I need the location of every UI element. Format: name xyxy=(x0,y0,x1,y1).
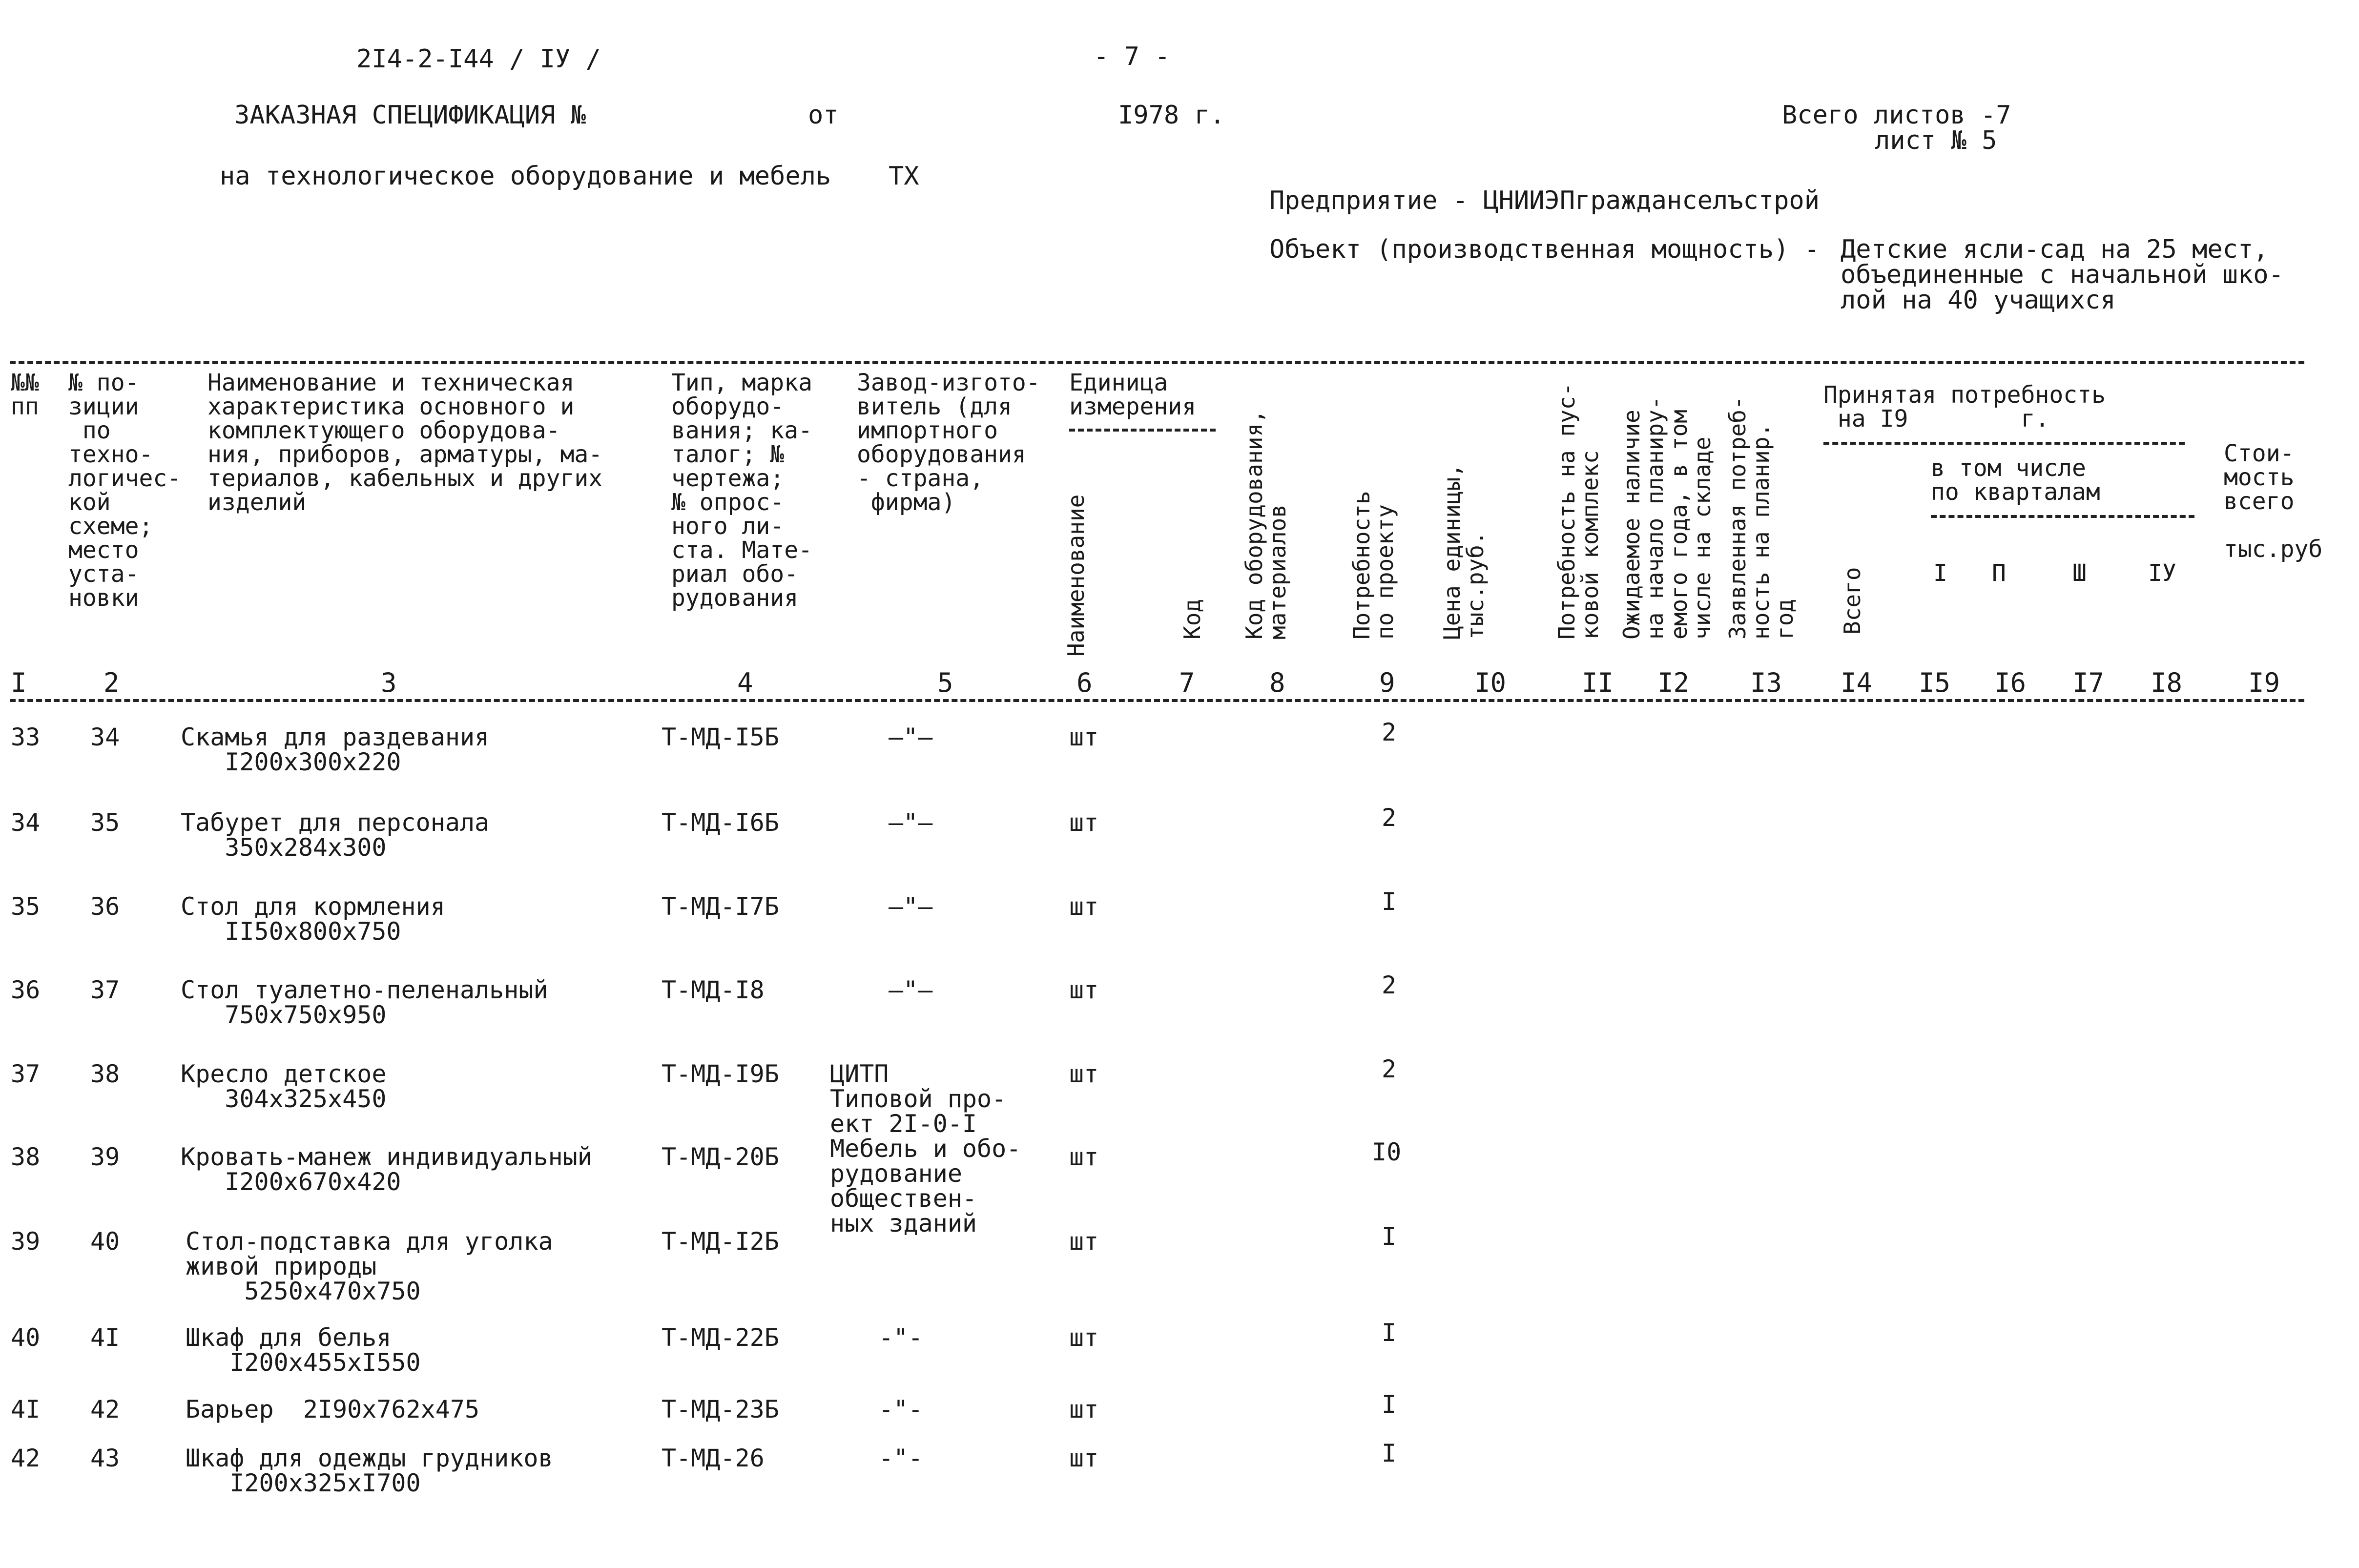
row-position: 43 xyxy=(90,1444,120,1472)
row-position: 34 xyxy=(90,723,120,751)
row-position: 4I xyxy=(90,1323,120,1352)
row-position: 42 xyxy=(90,1395,120,1424)
row-unit: шт xyxy=(1069,723,1099,751)
col-number: I2 xyxy=(1657,667,1690,698)
col-header-5: Завод-изгото- витель (для импортного оборудования - страна, фирма) xyxy=(857,369,1040,516)
row-position: 39 xyxy=(90,1143,120,1171)
row-qty: 2 xyxy=(1382,804,1397,832)
col-number: I5 xyxy=(1919,667,1951,698)
row-number: 42 xyxy=(11,1444,41,1472)
col-header-3: Наименование и техническая характеристика основного и комплектующего оборудова- ния, приборов, арматуры, ма- териалов, кабельных и других изделий xyxy=(207,369,603,516)
col-header-q2: П xyxy=(1992,559,2006,587)
col-header-unit-group: Единица измерения xyxy=(1069,369,1197,420)
row-manufacturer: -"- xyxy=(879,1444,923,1472)
col-header-9: Потребность по проекту xyxy=(1348,491,1399,640)
row-type: Т-МД-23Б xyxy=(662,1395,779,1424)
enterprise: Предприятие - ЦНИИЭПгражданселъстрой xyxy=(1269,186,1820,215)
document-code: 2I4-2-I44 / IУ / xyxy=(356,44,601,74)
row-number: 34 xyxy=(11,808,41,837)
row-position: 36 xyxy=(90,892,120,921)
page-number: - 7 - xyxy=(1094,42,1170,71)
col-header-11: Потребность на пус- ковой комплекс xyxy=(1553,382,1604,640)
col-header-8: Код оборудования, материалов xyxy=(1241,410,1291,640)
col-header-quarters: в том числе по кварталам xyxy=(1931,454,2100,506)
col-header-q1: I xyxy=(1933,559,1947,587)
col-header-10: Цена единицы, тыс.руб. xyxy=(1439,463,1489,640)
row-manufacturer: —"— xyxy=(889,723,933,751)
row-item-name: Табурет для персонала 350x284x300 xyxy=(181,808,490,862)
col-numbers-rule xyxy=(10,699,2304,702)
row-unit: шт xyxy=(1069,1143,1099,1171)
row-type: Т-МД-I9Б xyxy=(662,1060,779,1088)
col-header-19: Стои- мость всего тыс.руб xyxy=(2224,440,2323,563)
row-qty: I0 xyxy=(1372,1138,1402,1166)
row-number: 4I xyxy=(11,1395,41,1424)
row-qty: I xyxy=(1382,1319,1397,1347)
row-type: Т-МД-I8 xyxy=(662,976,765,1004)
row-item-name: Шкаф для одежды грудников I200x325xI700 xyxy=(186,1444,553,1497)
unit-group-rule xyxy=(1069,429,1216,432)
col-number: I8 xyxy=(2151,667,2183,698)
col-number: I0 xyxy=(1474,667,1507,698)
col-number: 7 xyxy=(1179,667,1195,698)
row-position: 37 xyxy=(90,976,120,1004)
row-unit: шт xyxy=(1069,1060,1099,1088)
row-type: Т-МД-I6Б xyxy=(662,808,779,837)
accepted-rule xyxy=(1823,442,2185,445)
object-line-3: лой на 40 учащихся xyxy=(1841,286,2116,315)
row-position: 40 xyxy=(90,1227,120,1256)
col-number: I4 xyxy=(1841,667,1873,698)
row-type: Т-МД-I7Б xyxy=(662,892,779,921)
col-header-12: Ожидаемое наличие на начало планиру- емого года, в том числе на складе xyxy=(1618,396,1716,640)
col-header-14: Всего xyxy=(1839,567,1865,635)
col-header-q3: Ш xyxy=(2072,559,2087,587)
row-type: Т-МД-26 xyxy=(662,1444,765,1472)
row-qty: 2 xyxy=(1382,1055,1397,1083)
row-number: 33 xyxy=(11,723,41,751)
row-qty: 2 xyxy=(1382,971,1397,999)
row-qty: 2 xyxy=(1382,718,1397,746)
col-number: 5 xyxy=(937,667,953,698)
quarters-rule xyxy=(1931,515,2194,518)
col-header-1: №№ пп xyxy=(11,369,39,420)
row-manufacturer: —"— xyxy=(889,976,933,1004)
row-position: 38 xyxy=(90,1060,120,1088)
row-number: 40 xyxy=(11,1323,41,1352)
col-number: 4 xyxy=(737,667,753,698)
col-header-6: Наименование xyxy=(1063,494,1089,657)
col-header-4: Тип, марка оборудо- вания; ка- талог; № чертежа; № опрос- ного ли- ста. Мате- риал обо- рудования xyxy=(671,369,812,612)
col-number: II xyxy=(1582,667,1614,698)
col-number: 6 xyxy=(1076,667,1093,698)
row-unit: шт xyxy=(1069,1395,1099,1424)
row-qty: I xyxy=(1382,1390,1397,1419)
col-number: 3 xyxy=(381,667,397,698)
col-header-2: № по- зиции по техно- логичес- кой схеме; место уста- новки xyxy=(68,369,182,612)
row-qty: I xyxy=(1382,887,1397,916)
document-subtitle: на технологическое оборудование и мебель xyxy=(220,162,831,191)
col-number: 2 xyxy=(103,667,120,698)
row-item-name: Шкаф для белья I200x455xI550 xyxy=(186,1323,421,1377)
table-top-rule xyxy=(10,361,2304,364)
row-qty: I xyxy=(1382,1439,1397,1467)
col-number: I7 xyxy=(2072,667,2105,698)
row-manufacturer: —"— xyxy=(889,892,933,921)
col-number: I6 xyxy=(1994,667,2027,698)
row-unit: шт xyxy=(1069,808,1099,837)
col-number: 8 xyxy=(1269,667,1285,698)
row-type: Т-МД-20Б xyxy=(662,1143,779,1171)
section-code: TX xyxy=(889,162,919,191)
row-number: 35 xyxy=(11,892,41,921)
row-manufacturer: -"- xyxy=(879,1395,923,1424)
row-item-name: Стол-подставка для уголка живой природы 5250x470x750 xyxy=(186,1227,553,1305)
row-item-name: Скамья для раздевания I200x300x220 xyxy=(181,723,490,776)
row-type: Т-МД-I5Б xyxy=(662,723,779,751)
row-item-name: Кровать-манеж индивидуальный I200x670x420 xyxy=(181,1143,592,1196)
row-number: 39 xyxy=(11,1227,41,1256)
row-item-name: Стол для кормления II50x800x750 xyxy=(181,892,445,946)
row-manufacturer: -"- xyxy=(879,1323,923,1352)
row-number: 37 xyxy=(11,1060,41,1088)
col-header-7: Код xyxy=(1179,598,1205,640)
col-number: I3 xyxy=(1750,667,1782,698)
row-unit: шт xyxy=(1069,976,1099,1004)
col-number: I9 xyxy=(2248,667,2280,698)
row-type: Т-МД-I2Б xyxy=(662,1227,779,1256)
row-unit: шт xyxy=(1069,892,1099,921)
object-label: Объект (производственная мощность) - xyxy=(1269,235,1820,264)
row-type: Т-МД-22Б xyxy=(662,1323,779,1352)
col-header-q4: IУ xyxy=(2148,559,2176,587)
row-item-name: Стол туалетно-пеленальный 750x750x950 xyxy=(181,976,548,1029)
sheet-number: лист № 5 xyxy=(1875,126,1997,155)
col-number: 9 xyxy=(1379,667,1395,698)
document-title: ЗАКАЗНАЯ СПЕЦИФИКАЦИЯ № xyxy=(234,101,586,130)
row-position: 35 xyxy=(90,808,120,837)
col-number: I xyxy=(11,667,27,698)
row-unit: шт xyxy=(1069,1444,1099,1472)
document-year: I978 г. xyxy=(1118,101,1225,130)
row-number: 36 xyxy=(11,976,41,1004)
date-from-label: от xyxy=(808,101,839,130)
row-unit: шт xyxy=(1069,1227,1099,1256)
row-item-name: Барьер 2I90x762x475 xyxy=(186,1395,480,1424)
object-line-1: Детские ясли-сад на 25 мест, xyxy=(1841,235,2269,264)
col-header-accepted: Принятая потребность на I9 г. xyxy=(1823,381,2106,433)
manufacturer-note: ЦИТП Типовой про- ект 2I-0-I Мебель и обо- рудование обществен- ных зданий xyxy=(830,1060,1021,1238)
row-item-name: Кресло детское 304x325x450 xyxy=(181,1060,387,1113)
row-qty: I xyxy=(1382,1222,1397,1251)
row-manufacturer: —"— xyxy=(889,808,933,837)
row-number: 38 xyxy=(11,1143,41,1171)
object-line-2: объединенные с начальной шко- xyxy=(1841,260,2284,289)
col-header-13: Заявленная потреб- ность на планир. год xyxy=(1724,396,1798,640)
sheets-total: Всего листов -7 xyxy=(1782,101,2011,130)
row-unit: шт xyxy=(1069,1323,1099,1352)
